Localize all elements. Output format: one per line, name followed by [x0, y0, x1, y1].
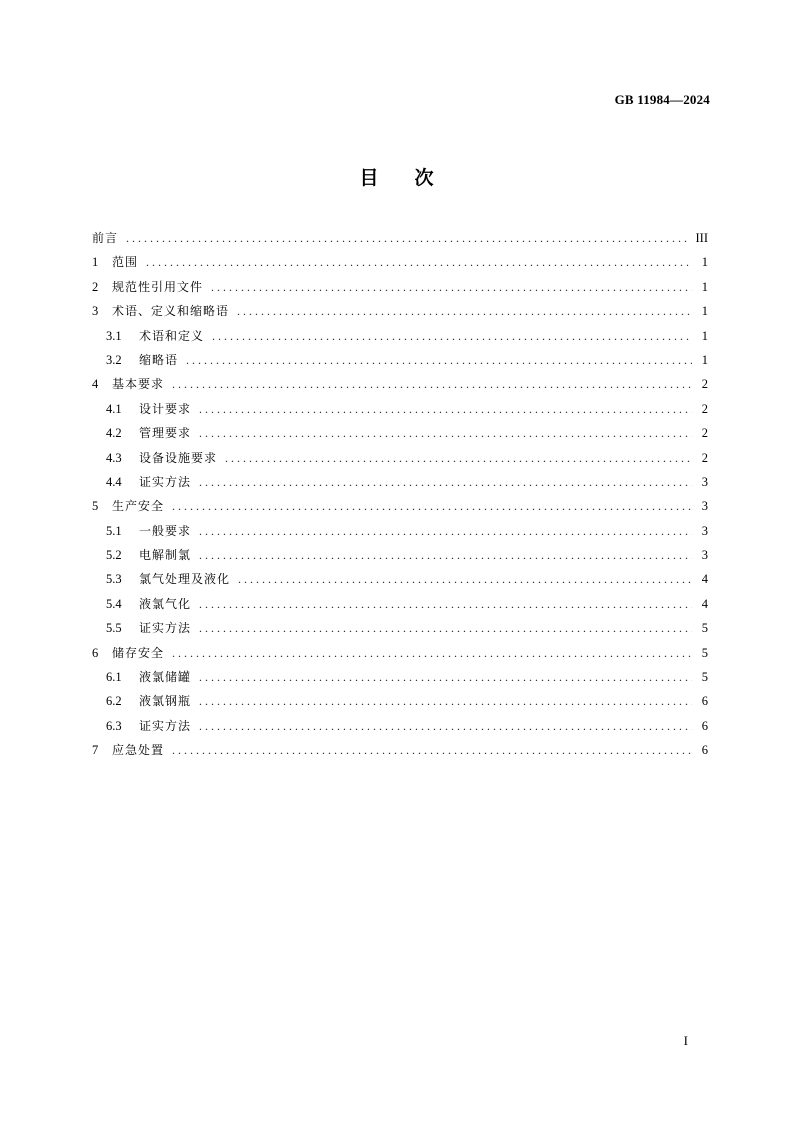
- toc-entry-label: 电解制氯: [139, 548, 192, 563]
- toc-entry-label: 证实方法: [139, 474, 192, 489]
- toc-entry-number: 7: [92, 743, 99, 758]
- toc-entry-number: 5.1: [106, 523, 122, 538]
- toc-entry[interactable]: [92, 738, 708, 762]
- toc-dot-leader: [212, 324, 692, 348]
- toc-entry-page: 2: [701, 450, 708, 465]
- toc-dot-leader: [126, 226, 689, 250]
- toc-entry[interactable]: [92, 421, 708, 445]
- toc-entry[interactable]: [92, 689, 708, 713]
- toc-entry[interactable]: [92, 665, 708, 689]
- toc-entry-number: 6.1: [106, 670, 122, 685]
- toc-entry-label: 设计要求: [139, 401, 192, 416]
- toc-entry[interactable]: [92, 275, 708, 299]
- toc-dot-leader: [172, 494, 692, 518]
- toc-entry-page: III: [695, 231, 708, 245]
- toc-entry[interactable]: [92, 470, 708, 494]
- toc-dot-leader: [237, 299, 692, 323]
- toc-entry-page: 6: [701, 743, 708, 758]
- toc-entry-page: 1: [701, 352, 708, 367]
- toc-entry[interactable]: [92, 592, 708, 616]
- toc-entry-label: 基本要求: [112, 377, 165, 392]
- toc-entry[interactable]: [92, 372, 708, 396]
- toc-entry-page: 4: [701, 572, 708, 587]
- toc-entry-number: 6.3: [106, 718, 122, 733]
- toc-entry-page: 2: [701, 401, 708, 416]
- toc-entry-label: 术语、定义和缩略语: [112, 304, 230, 319]
- toc-entry[interactable]: [92, 543, 708, 567]
- toc-entry-number: 6: [92, 645, 99, 660]
- toc-entry[interactable]: [92, 446, 708, 470]
- toc-entry-page: 3: [701, 499, 708, 514]
- toc-dot-leader: [172, 738, 692, 762]
- toc-entry-number: 3.2: [106, 352, 122, 367]
- toc-entry-number: 5.3: [106, 572, 122, 587]
- table-of-contents: [92, 226, 708, 763]
- toc-entry-page: 1: [701, 255, 708, 270]
- toc-entry-label: 应急处置: [112, 743, 165, 758]
- toc-entry[interactable]: [92, 397, 708, 421]
- toc-entry[interactable]: [92, 567, 708, 591]
- toc-dot-leader: [199, 616, 692, 640]
- toc-entry-page: 6: [701, 694, 708, 709]
- toc-entry-number: 4.2: [106, 426, 122, 441]
- toc-dot-leader: [199, 714, 692, 738]
- toc-entry-page: 4: [701, 596, 708, 611]
- toc-dot-leader: [172, 641, 692, 665]
- toc-title-char-1: 目: [359, 167, 379, 189]
- toc-entry-page: 6: [701, 718, 708, 733]
- toc-dot-leader: [199, 421, 692, 445]
- toc-entry-page: 2: [701, 426, 708, 441]
- toc-dot-leader: [199, 519, 692, 543]
- toc-entry-label: 前言: [92, 231, 119, 245]
- toc-dot-leader: [186, 348, 692, 372]
- toc-entry[interactable]: [92, 348, 708, 372]
- toc-entry-number: 4.4: [106, 474, 122, 489]
- toc-dot-leader: [199, 592, 692, 616]
- toc-dot-leader: [225, 446, 692, 470]
- toc-entry-number: 5.4: [106, 596, 122, 611]
- toc-entry-page: 5: [701, 621, 708, 636]
- toc-entry-label: 缩略语: [139, 352, 179, 367]
- toc-entry-label: 液氯气化: [139, 596, 192, 611]
- toc-entry-number: 4.3: [106, 450, 122, 465]
- toc-entry[interactable]: [92, 226, 708, 250]
- toc-entry[interactable]: [92, 641, 708, 665]
- toc-entry[interactable]: [92, 494, 708, 518]
- toc-dot-leader: [238, 567, 692, 591]
- toc-entry-label: 生产安全: [112, 499, 165, 514]
- toc-entry-label: 液氯储罐: [139, 670, 192, 685]
- toc-entry-label: 证实方法: [139, 718, 192, 733]
- toc-dot-leader: [199, 543, 692, 567]
- toc-entry[interactable]: [92, 324, 708, 348]
- toc-title: [0, 163, 793, 190]
- toc-entry-label: 管理要求: [139, 426, 192, 441]
- toc-entry-number: 4: [92, 377, 99, 392]
- toc-dot-leader: [199, 665, 692, 689]
- toc-entry-label: 规范性引用文件: [112, 279, 204, 294]
- toc-entry-label: 氯气处理及液化: [139, 572, 231, 587]
- toc-entry[interactable]: [92, 616, 708, 640]
- toc-entry-page: 5: [701, 670, 708, 685]
- toc-entry-page: 1: [701, 328, 708, 343]
- standard-code: GB 11984—2024: [614, 92, 710, 107]
- toc-entry[interactable]: [92, 299, 708, 323]
- toc-entry-label: 设备设施要求: [139, 450, 218, 465]
- toc-dot-leader: [199, 470, 692, 494]
- toc-dot-leader: [211, 275, 692, 299]
- toc-dot-leader: [172, 372, 692, 396]
- page-number: I: [683, 1033, 688, 1048]
- toc-title-char-2: 次: [414, 167, 434, 189]
- toc-entry-label: 液氯钢瓶: [139, 694, 192, 709]
- toc-entry-number: 5.5: [106, 621, 122, 636]
- toc-entry-page: 5: [701, 645, 708, 660]
- toc-entry[interactable]: [92, 250, 708, 274]
- toc-entry-label: 储存安全: [112, 645, 165, 660]
- toc-dot-leader: [199, 689, 692, 713]
- toc-entry-number: 5.2: [106, 548, 122, 563]
- toc-entry-label: 术语和定义: [139, 328, 205, 343]
- toc-entry-page: 3: [701, 548, 708, 563]
- toc-entry-number: 3.1: [106, 328, 122, 343]
- toc-entry-number: 6.2: [106, 694, 122, 709]
- toc-entry-number: 5: [92, 499, 99, 514]
- toc-dot-leader: [146, 250, 692, 274]
- toc-entry-label: 一般要求: [139, 523, 192, 538]
- toc-entry-label: 范围: [112, 255, 139, 270]
- toc-entry-label: 证实方法: [139, 621, 192, 636]
- toc-dot-leader: [199, 397, 692, 421]
- toc-entry-number: 4.1: [106, 401, 122, 416]
- toc-entry-number: 2: [92, 279, 99, 294]
- toc-entry[interactable]: [92, 519, 708, 543]
- toc-entry-page: 3: [701, 474, 708, 489]
- toc-entry-page: 1: [701, 279, 708, 294]
- toc-entry-number: 3: [92, 304, 99, 319]
- toc-entry[interactable]: [92, 714, 708, 738]
- toc-entry-page: 2: [701, 377, 708, 392]
- toc-entry-number: 1: [92, 255, 99, 270]
- toc-entry-page: 1: [701, 304, 708, 319]
- toc-entry-page: 3: [701, 523, 708, 538]
